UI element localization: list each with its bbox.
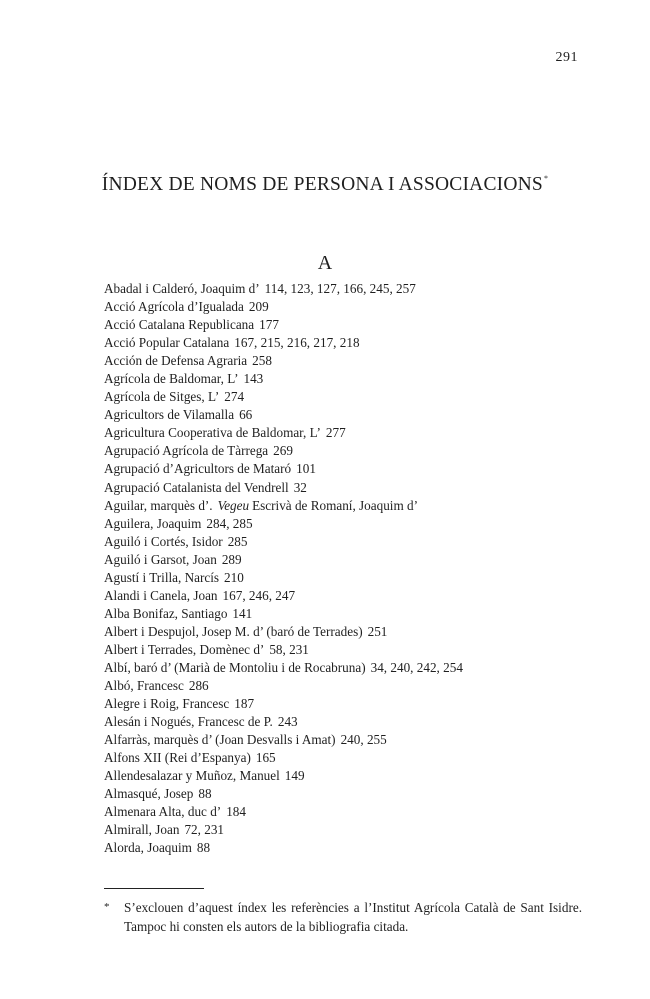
entry-pages: 32 — [293, 479, 307, 495]
footnote-text: S’exclouen d’aquest índex les referències a l’Institut Agrícola Català de Sant Isidre. Tampoc hi consten els autors de la bibliografia citada. — [124, 900, 582, 934]
entry-pages: 66 — [239, 407, 253, 423]
entry-pages: 141 — [232, 605, 253, 621]
index-entry — [104, 659, 584, 677]
entry-name: Acció Catalana Republicana — [104, 317, 255, 333]
index-entry — [104, 803, 584, 821]
entry-see-reference: Vegeu — [217, 497, 250, 513]
index-entry — [104, 731, 584, 749]
footnote-mark: * — [104, 901, 110, 913]
entry-name: Agrícola de Baldomar, L’ — [104, 371, 239, 387]
index-entry — [104, 695, 584, 713]
entry-name: Abadal i Calderó, Joaquim d’ — [104, 281, 260, 296]
index-entry — [104, 515, 584, 533]
entry-name: Agricultors de Vilamalla — [104, 407, 235, 423]
entry-pages: 58, 231 — [269, 641, 309, 657]
entry-name: Almenara Alta, duc d’ — [104, 804, 222, 820]
entry-name: Alba Bonifaz, Santiago — [104, 605, 228, 621]
entry-name: Albó, Francesc — [104, 678, 184, 694]
entry-name: Alfons XII (Rei d’Espanya) — [104, 750, 251, 766]
footnote — [104, 898, 582, 936]
entry-see-target: Escrivà de Romaní, Joaquim d’ — [252, 497, 419, 513]
index-entry — [104, 388, 584, 406]
entry-pages: 184 — [226, 804, 246, 820]
entry-pages: 143 — [243, 371, 264, 387]
entry-pages: 286 — [188, 678, 209, 694]
entry-pages: 269 — [273, 443, 293, 459]
index-entry — [104, 569, 584, 587]
entry-name: Aguiló i Garsot, Joan — [104, 551, 217, 567]
entry-name: Agrupació d’Agricultors de Mataró — [104, 461, 292, 477]
entry-name: Albert i Terrades, Domènec d’ — [104, 641, 265, 657]
entry-pages: 285 — [227, 533, 248, 549]
entry-pages: 274 — [224, 389, 245, 405]
index-entries-list — [104, 280, 584, 858]
entry-pages: 289 — [221, 551, 242, 567]
entry-pages: 243 — [277, 714, 298, 730]
entry-name: Alesán i Nogués, Francesc de P. — [104, 714, 273, 730]
entry-pages: 209 — [248, 299, 269, 315]
entry-pages: 88 — [196, 840, 211, 856]
entry-name: Alandi i Canela, Joan — [104, 587, 218, 603]
entry-pages: 177 — [259, 317, 279, 333]
index-entry — [104, 821, 584, 839]
entry-pages: 187 — [234, 696, 255, 712]
footnote-divider — [104, 888, 204, 889]
index-entry — [104, 424, 584, 442]
index-entry — [104, 767, 584, 785]
index-entry — [104, 587, 584, 605]
entry-pages: 277 — [325, 425, 346, 441]
entry-name: Aguilar, marquès d’. — [104, 497, 213, 513]
index-entry — [104, 839, 584, 857]
index-entry — [104, 406, 584, 424]
entry-name: Acció Popular Catalana — [104, 335, 230, 351]
index-entry — [104, 623, 584, 641]
entry-pages: 284, 285 — [206, 515, 253, 531]
index-title — [0, 174, 650, 196]
index-entry — [104, 641, 584, 659]
entry-pages: 167, 215, 216, 217, 218 — [234, 335, 360, 351]
entry-pages: 251 — [367, 623, 388, 639]
page-number: 291 — [555, 50, 578, 65]
index-entry — [104, 605, 584, 623]
entry-name: Aguilera, Joaquim — [104, 515, 202, 531]
index-entry — [104, 334, 584, 352]
entry-pages: 167, 246, 247 — [222, 587, 296, 603]
entry-name: Allendesalazar y Muñoz, Manuel — [104, 768, 280, 784]
entry-pages: 72, 231 — [184, 822, 225, 838]
index-entry — [104, 497, 584, 515]
entry-name: Almirall, Joan — [104, 822, 180, 838]
entry-pages: 34, 240, 242, 254 — [370, 659, 463, 675]
index-entry — [104, 298, 584, 316]
index-entry — [104, 352, 584, 370]
index-entry — [104, 677, 584, 695]
entry-pages: 149 — [284, 768, 305, 784]
entry-name: Alorda, Joaquim — [104, 840, 192, 856]
entry-pages: 165 — [255, 750, 276, 766]
index-entry — [104, 280, 584, 298]
entry-name: Acción de Defensa Agraria — [104, 353, 248, 369]
entry-name: Agrupació Agrícola de Tàrrega — [104, 443, 269, 459]
entry-pages: 101 — [296, 461, 316, 477]
index-entry — [104, 713, 584, 731]
index-entry — [104, 785, 584, 803]
index-entry — [104, 479, 584, 497]
index-entry — [104, 316, 584, 334]
entry-name: Albert i Despujol, Josep M. d’ (baró de Terrades) — [104, 623, 363, 639]
entry-name: Alfarràs, marquès d’ (Joan Desvalls i Amat) — [104, 732, 336, 748]
section-letter: A — [317, 252, 333, 274]
index-entry — [104, 533, 584, 551]
entry-pages: 240, 255 — [340, 732, 387, 748]
entry-name: Agrupació Catalanista del Vendrell — [104, 479, 289, 495]
entry-name: Acció Agrícola d’Igualada — [104, 299, 244, 315]
index-entry — [104, 460, 584, 478]
index-entry — [104, 370, 584, 388]
entry-name: Almasqué, Josep — [104, 786, 194, 802]
entry-name: Agrícola de Sitges, L’ — [104, 389, 220, 405]
entry-name: Albí, baró d’ (Marià de Montoliu i de Rocabruna) — [104, 659, 366, 675]
entry-name: Agricultura Cooperativa de Baldomar, L’ — [104, 425, 321, 441]
entry-name: Agustí i Trilla, Narcís — [104, 569, 220, 585]
index-entry — [104, 442, 584, 460]
index-title-text: ÍNDEX DE NOMS DE PERSONA I ASSOCIACIONS — [101, 174, 543, 195]
index-entry — [104, 551, 584, 569]
entry-pages: 210 — [224, 569, 244, 585]
index-entry — [104, 749, 584, 767]
entry-pages: 88 — [198, 786, 212, 802]
footnote-reference-mark: * — [543, 174, 549, 183]
entry-name: Aguiló i Cortés, Isidor — [104, 533, 223, 549]
entry-pages: 258 — [252, 353, 272, 369]
entry-pages: 114, 123, 127, 166, 245, 257 — [264, 281, 416, 296]
entry-name: Alegre i Roig, Francesc — [104, 696, 230, 712]
